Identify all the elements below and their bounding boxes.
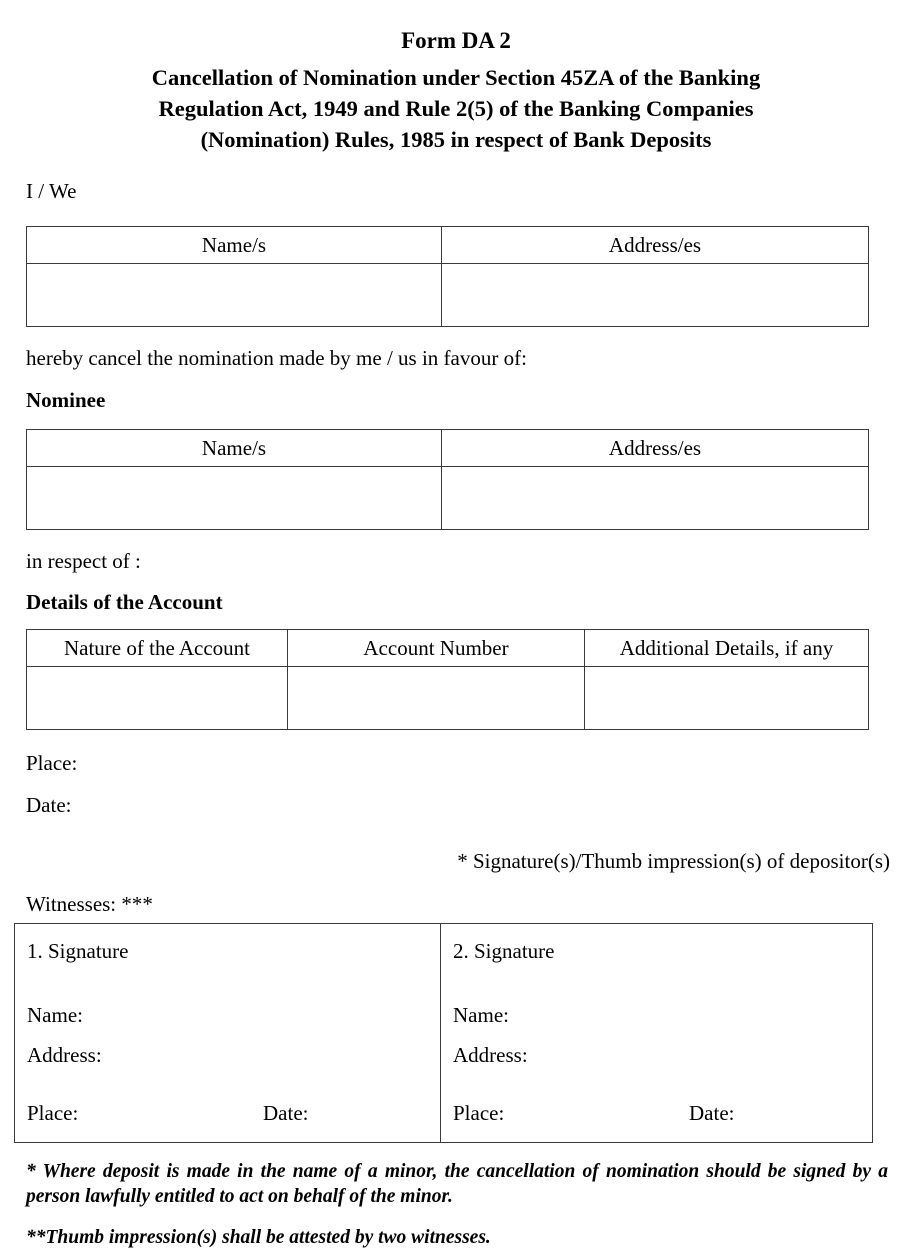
witness-2-date-label[interactable]: Date:: [689, 1101, 735, 1125]
nominee-table: [26, 429, 869, 530]
form-heading-line-3: (Nomination) Rules, 1985 in respect of Bank Deposits: [200, 127, 712, 152]
witness-entry-1: [15, 924, 440, 1142]
cancel-statement: hereby cancel the nomination made by me / us in favour of:: [26, 346, 527, 370]
account-cell-number[interactable]: [288, 667, 585, 730]
spacer-before-account-table: [0, 615, 912, 629]
witness-2-name-label[interactable]: Name:: [453, 1003, 509, 1027]
witness-table: [14, 923, 873, 1143]
account-section-label: Details of the Account: [26, 590, 223, 614]
declarant-header-addresses: Address/es: [442, 227, 869, 264]
witness-1-place-label[interactable]: Place:: [27, 1101, 79, 1125]
form-heading-line-1: Cancellation of Nomination under Section 45ZA of the Banking: [151, 65, 761, 90]
depositor-signature-line: * Signature(s)/Thumb impression(s) of depositor(s): [457, 849, 890, 873]
form-title: Form DA 2: [401, 28, 511, 53]
table-header-row: [27, 430, 869, 467]
table-header-row: [27, 630, 869, 667]
account-cell-nature[interactable]: [27, 667, 288, 730]
table-row: [27, 467, 869, 530]
form-heading: [0, 56, 912, 155]
table-header-row: [27, 227, 869, 264]
footnote-minor: * Where deposit is made in the name of a minor, the cancellation of nomination should be signed by a person lawfully entitled to act on behalf of the minor.: [26, 1161, 888, 1207]
spacer-after-declarant-table: [0, 327, 912, 345]
account-details-table: [26, 629, 869, 730]
declarant-table: [26, 226, 869, 327]
spacer-before-declarant-table: [0, 204, 912, 226]
witness-1-date-label[interactable]: Date:: [263, 1101, 309, 1125]
nominee-cell-address[interactable]: [442, 467, 869, 530]
declarant-intro-label: I / We: [26, 179, 77, 203]
declarant-header-names: Name/s: [27, 227, 442, 264]
date-label: Date:: [26, 793, 72, 817]
table-row: [15, 924, 873, 1143]
table-row: [27, 264, 869, 327]
nominee-header-addresses: Address/es: [442, 430, 869, 467]
nominee-section-label: Nominee: [26, 388, 106, 412]
witness-1-name-label[interactable]: Name:: [27, 1003, 83, 1027]
in-respect-of-label: in respect of :: [26, 549, 141, 573]
witness-cell-1: [15, 924, 441, 1143]
declarant-cell-address[interactable]: [442, 264, 869, 327]
witnesses-label: Witnesses: ***: [26, 892, 153, 916]
account-header-additional: Additional Details, if any: [585, 630, 869, 667]
witness-2-place-date-row: [453, 1100, 853, 1126]
witness-entry-2: [441, 924, 872, 1142]
witness-2-signature-label: 2. Signature: [453, 939, 555, 963]
spacer-before-nominee-table: [0, 413, 912, 429]
place-label: Place:: [26, 751, 78, 775]
declarant-cell-name[interactable]: [27, 264, 442, 327]
account-header-number: Account Number: [288, 630, 585, 667]
footnote-thumb-impression: **Thumb impression(s) shall be attested by two witnesses.: [26, 1227, 491, 1248]
witness-1-address-label[interactable]: Address:: [27, 1043, 102, 1067]
witness-cell-2: [441, 924, 873, 1143]
witness-2-address-label[interactable]: Address:: [453, 1043, 528, 1067]
account-header-nature: Nature of the Account: [27, 630, 288, 667]
spacer-after-nominee-table: [0, 530, 912, 548]
account-cell-additional[interactable]: [585, 667, 869, 730]
form-heading-line-2: Regulation Act, 1949 and Rule 2(5) of the Banking Companies: [158, 96, 754, 121]
witness-1-place-date-row: [27, 1100, 427, 1126]
witness-1-signature-label: 1. Signature: [27, 939, 129, 963]
table-row: [27, 667, 869, 730]
witness-2-place-label[interactable]: Place:: [453, 1101, 505, 1125]
nominee-cell-name[interactable]: [27, 467, 442, 530]
nominee-header-names: Name/s: [27, 430, 442, 467]
